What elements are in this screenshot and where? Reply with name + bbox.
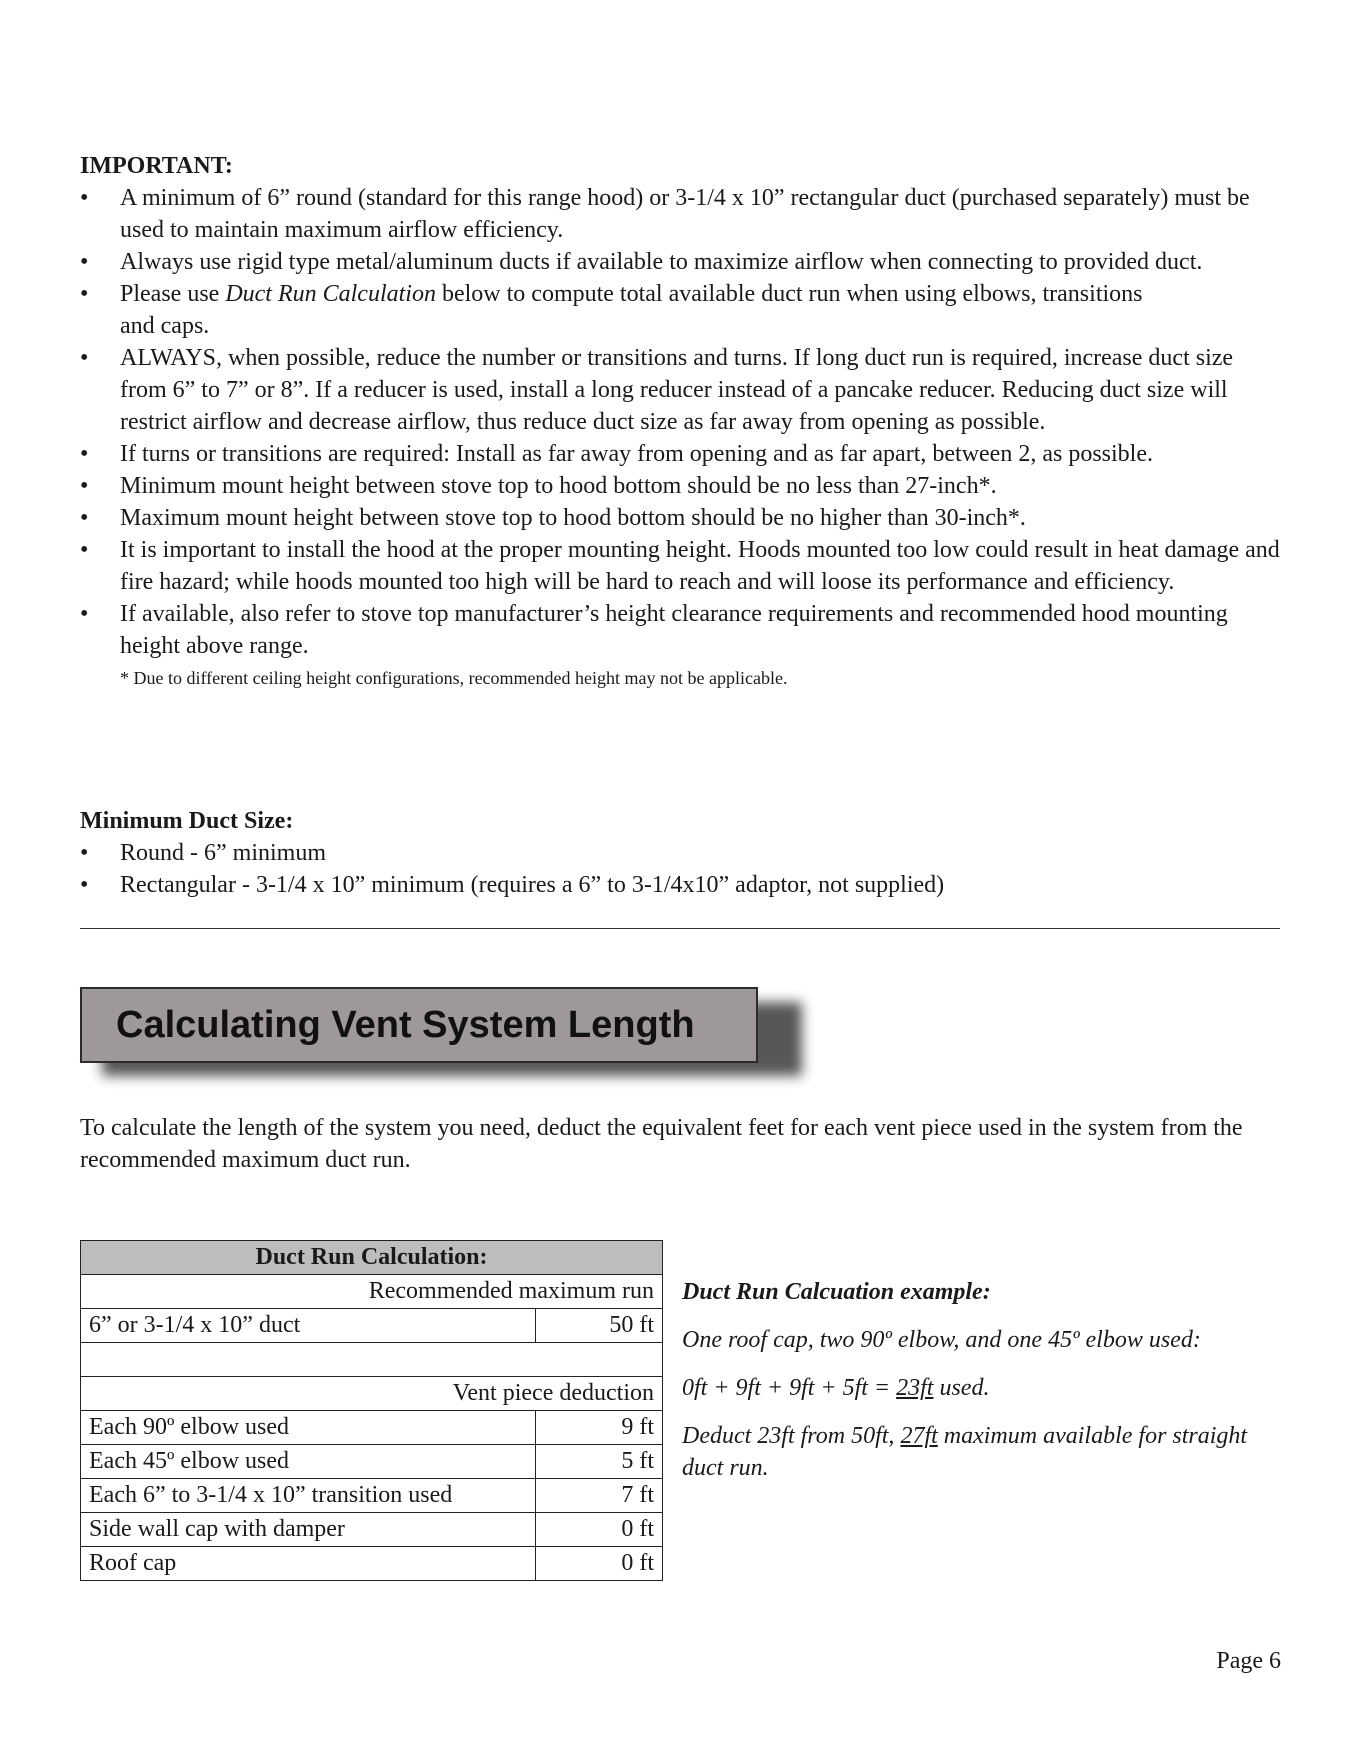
list-item-text: ALWAYS, when possible, reduce the number or transitions and turns. If long duct run is required, increase duct size from 6” to 7” or 8”. If a reducer is used, install a long reducer instead of a pancake reducer. Reducing duct size will restrict airflow and decrease airflow, thus reduce duct size as far away from opening as possible.: [120, 345, 1234, 435]
table-cell-value: 50 ft: [536, 1309, 663, 1343]
table-row: [81, 1275, 663, 1309]
important-section: [80, 182, 1280, 692]
example-line-2-end: used.: [933, 1375, 990, 1401]
list-item-text: Maximum mount height between stove top to hood bottom should be no higher than 30-inch*.: [120, 505, 1026, 531]
list-item: [80, 470, 1280, 502]
example-title: Duct Run Calcuation example:: [682, 1279, 991, 1305]
recommended-run-header: Recommended maximum run: [81, 1275, 663, 1309]
table-row: [81, 1479, 663, 1513]
table-row: [81, 1445, 663, 1479]
section-banner-title: Calculating Vent System Length: [80, 987, 758, 1063]
table-header-row: [81, 1241, 663, 1275]
table-row: [81, 1377, 663, 1411]
bullet-icon: •: [80, 345, 89, 371]
table-row: [81, 1309, 663, 1343]
example-line-2-start: 0ft + 9ft + 9ft + 5ft =: [682, 1375, 897, 1401]
list-item-text: It is important to install the hood at the proper mounting height. Hoods mounted too low could result in heat damage and fire hazard; while hoods mounted too high will be hard to reach and will loose its performance and efficiency.: [120, 537, 1280, 595]
bullet-icon: •: [80, 872, 89, 898]
example-line-2: [682, 1372, 1282, 1404]
height-footnote: * Due to different ceiling height configurations, recommended height may not be applicable.: [120, 668, 788, 688]
list-item: [80, 182, 1280, 246]
important-heading: IMPORTANT:: [80, 153, 233, 179]
list-item: [80, 534, 1280, 598]
duct-run-calculation-reference: Duct Run Calculation: [225, 281, 436, 307]
list-item: [80, 342, 1280, 438]
list-item-text: Round - 6” minimum: [120, 840, 326, 866]
bullet-icon: •: [80, 537, 89, 563]
table-cell-label: Side wall cap with damper: [81, 1513, 536, 1547]
important-bullet-list: [80, 182, 1280, 662]
table-row: [81, 1411, 663, 1445]
bullet-icon: •: [80, 249, 89, 275]
duct-run-example: [682, 1276, 1282, 1500]
intro-paragraph: To calculate the length of the system you need, deduct the equivalent feet for each vent piece used in the system from the recommended maximum duct run.: [80, 1115, 1243, 1173]
table-cell-value: 5 ft: [536, 1445, 663, 1479]
table-cell-label: Each 45º elbow used: [81, 1445, 536, 1479]
page-number: Page 6: [1216, 1648, 1281, 1674]
table-cell-blank: [81, 1343, 663, 1377]
example-line-3: [682, 1420, 1282, 1484]
table-cell-value: 0 ft: [536, 1547, 663, 1581]
table-row-blank: [81, 1343, 663, 1377]
list-item-text: Minimum mount height between stove top to hood bottom should be no less than 27-inch*.: [120, 473, 997, 499]
section-divider: [80, 928, 1280, 929]
list-item-text: If available, also refer to stove top manufacturer’s height clearance requirements and recommended hood mounting height above range.: [120, 601, 1228, 659]
list-item-text: If turns or transitions are required: Install as far away from opening and as far apart, between 2, as possible.: [120, 441, 1153, 467]
example-line-3-end: maximum available for straight duct run.: [682, 1423, 1248, 1481]
example-line-3-start: Deduct 23ft from 50ft,: [682, 1423, 901, 1449]
bullet-icon: •: [80, 185, 89, 211]
bullet-icon: •: [80, 840, 89, 866]
table-cell-label: Each 6” to 3-1/4 x 10” transition used: [81, 1479, 536, 1513]
list-item-text-mid: below to compute total available duct run when using elbows, transitions: [435, 281, 1143, 307]
list-item-text-end: and caps.: [120, 313, 210, 339]
table-cell-value: 7 ft: [536, 1479, 663, 1513]
example-total-used: 23ft: [896, 1375, 934, 1401]
table-cell-label: Each 90º elbow used: [81, 1411, 536, 1445]
table-cell-label: 6” or 3-1/4 x 10” duct: [81, 1309, 536, 1343]
table-cell-label: Roof cap: [81, 1547, 536, 1581]
list-item: [80, 837, 1280, 869]
bullet-icon: •: [80, 441, 89, 467]
minimum-duct-size-heading: Minimum Duct Size:: [80, 808, 294, 834]
list-item: [80, 246, 1280, 278]
list-item: [80, 502, 1280, 534]
minimum-duct-bullet-list: [80, 837, 1280, 901]
minimum-duct-size-section: [80, 837, 1280, 901]
list-item-text-start: Please use: [120, 281, 226, 307]
duct-run-calculation-table: [80, 1240, 663, 1581]
vent-piece-deduction-header: Vent piece deduction: [81, 1377, 663, 1411]
bullet-icon: •: [80, 601, 89, 627]
list-item-text: Always use rigid type metal/aluminum ducts if available to maximize airflow when connecting to provided duct.: [120, 249, 1203, 275]
bullet-icon: •: [80, 505, 89, 531]
list-item-text: A minimum of 6” round (standard for this range hood) or 3-1/4 x 10” rectangular duct (purchased separately) must be used to maintain maximum airflow efficiency.: [120, 185, 1250, 243]
list-item: [80, 438, 1280, 470]
bullet-icon: •: [80, 281, 89, 307]
table-cell-value: 0 ft: [536, 1513, 663, 1547]
table-row: [81, 1513, 663, 1547]
list-item: [80, 598, 1280, 662]
table-title: Duct Run Calculation:: [81, 1241, 663, 1275]
list-item: [80, 869, 1280, 901]
table-row: [81, 1547, 663, 1581]
bullet-icon: •: [80, 473, 89, 499]
example-available: 27ft: [900, 1423, 938, 1449]
list-item: [80, 278, 1280, 342]
table-cell-value: 9 ft: [536, 1411, 663, 1445]
example-line-1: One roof cap, two 90º elbow, and one 45º elbow used:: [682, 1327, 1201, 1353]
list-item-text: Rectangular - 3-1/4 x 10” minimum (requires a 6” to 3-1/4x10” adaptor, not supplied): [120, 872, 945, 898]
